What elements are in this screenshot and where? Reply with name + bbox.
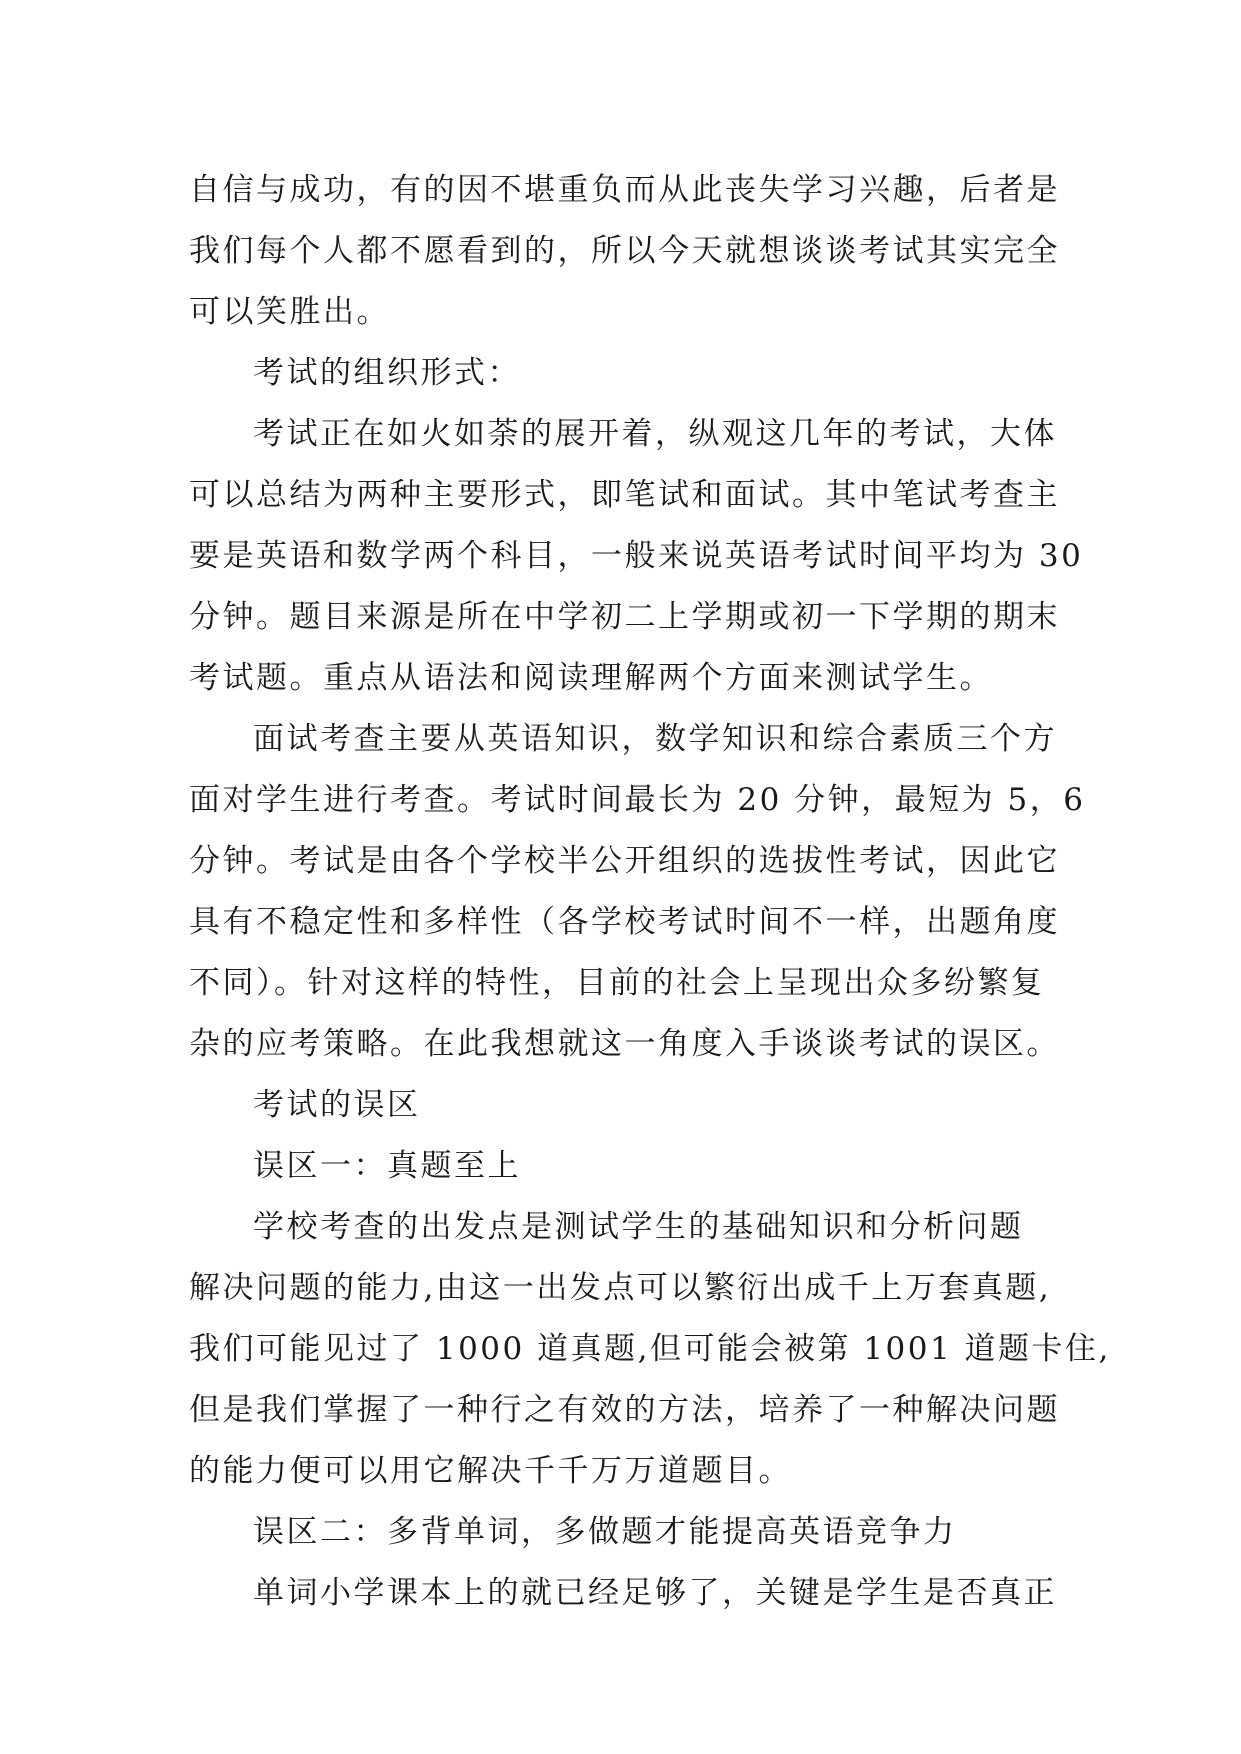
text-line: 我们可能见过了 1000 道真题,但可能会被第 1001 道题卡住, (189, 1331, 1111, 1367)
text-line: 考试题。重点从语法和阅读理解两个方面来测试学生。 (189, 660, 993, 696)
text-line: 但是我们掌握了一种行之有效的方法，培养了一种解决问题 (189, 1392, 1060, 1428)
text-line: 分钟。考试是由各个学校半公开组织的选拔性考试，因此它 (189, 843, 1060, 879)
text-line: 具有不稳定性和多样性（各学校考试时间不一样，出题角度 (189, 904, 1060, 940)
text-line: 不同）。针对这样的特性，目前的社会上呈现出众多纷繁复 (189, 965, 1045, 1001)
text-line: 要是英语和数学两个科目，一般来说英语考试时间平均为 30 (189, 538, 1084, 574)
text-line: 可以总结为两种主要形式，即笔试和面试。其中笔试考查主 (189, 477, 1060, 513)
subsection-heading: 误区二：多背单词，多做题才能提高英语竞争力 (253, 1514, 957, 1550)
paragraph-first-line: 面试考查主要从英语知识，数学知识和综合素质三个方 (253, 721, 1057, 757)
text-line: 我们每个人都不愿看到的，所以今天就想谈谈考试其实完全 (189, 233, 1060, 269)
text-line: 自信与成功，有的因不堪重负而从此丧失学习兴趣，后者是 (189, 172, 1060, 208)
paragraph-first-line: 学校考查的出发点是测试学生的基础知识和分析问题 (253, 1209, 1024, 1245)
section-heading: 考试的组织形式： (253, 355, 521, 391)
subsection-heading: 误区一：真题至上 (253, 1148, 521, 1184)
text-line: 的能力便可以用它解决千千万万道题目。 (189, 1453, 792, 1489)
text-line: 解决问题的能力,由这一出发点可以繁衍出成千上万套真题, (189, 1270, 1052, 1306)
text-line: 杂的应考策略。在此我想就这一角度入手谈谈考试的误区。 (189, 1026, 1060, 1062)
text-line: 面对学生进行考查。考试时间最长为 20 分钟，最短为 5，6 (189, 782, 1086, 818)
paragraph-first-line: 考试正在如火如荼的展开着，纵观这几年的考试，大体 (253, 416, 1057, 452)
document-body (189, 160, 1111, 1624)
text-line: 可以笑胜出。 (189, 294, 390, 330)
section-heading: 考试的误区 (253, 1087, 421, 1123)
text-line: 分钟。题目来源是所在中学初二上学期或初一下学期的期末 (189, 599, 1060, 635)
paragraph-first-line: 单词小学课本上的就已经足够了，关键是学生是否真正 (253, 1575, 1057, 1611)
